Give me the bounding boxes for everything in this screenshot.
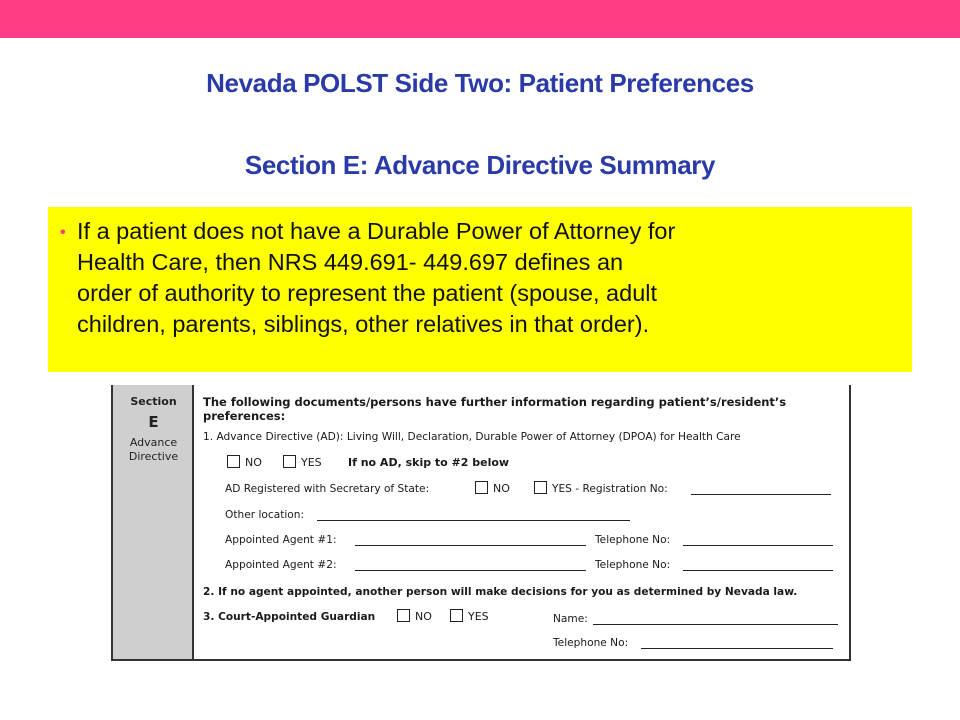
guardian-name-field[interactable] — [593, 624, 838, 625]
other-location-field[interactable] — [317, 520, 630, 521]
registered-yes-checkbox[interactable] — [534, 481, 547, 494]
guardian-name-label: Name: — [553, 613, 588, 625]
agent-1-field[interactable] — [355, 545, 586, 546]
bullet-line: children, parents, siblings, other relatives in that order). — [77, 311, 650, 337]
registered-no-label: NO — [493, 482, 510, 495]
item-2-label: 2. If no agent appointed, another person will make decisions for you as determined by Nevada law. — [203, 586, 798, 598]
ad-no-label: NO — [245, 456, 262, 469]
agent-2-telephone-label: Telephone No: — [595, 559, 671, 571]
guardian-no-checkbox[interactable] — [397, 609, 410, 622]
section-name — [113, 436, 194, 464]
agent-1-telephone-label: Telephone No: — [595, 534, 671, 546]
registration-number-field[interactable] — [691, 494, 831, 495]
guardian-no-label: NO — [415, 610, 432, 623]
registration-label: YES - Registration No: — [552, 483, 668, 495]
item-3-label: 3. Court-Appointed Guardian — [203, 611, 376, 623]
section-caption: Section — [130, 395, 177, 408]
ad-yes-label: YES — [301, 456, 322, 469]
agent-1-label: Appointed Agent #1: — [225, 534, 337, 546]
form-section-label — [113, 385, 194, 659]
ad-no-checkbox[interactable] — [227, 455, 240, 468]
bullet-text — [77, 216, 909, 340]
registered-no-checkbox[interactable] — [475, 481, 488, 494]
form-intro: The following documents/persons have further information regarding patient’s/resident’s — [203, 395, 787, 409]
guardian-telephone-label: Telephone No: — [553, 637, 629, 649]
agent-2-telephone-field[interactable] — [683, 570, 833, 571]
agent-1-telephone-field[interactable] — [683, 545, 833, 546]
bullet-line: Health Care, then NRS 449.691- 449.697 defines an — [77, 249, 624, 275]
page-title: Nevada POLST Side Two: Patient Preferences — [206, 68, 754, 98]
skip-instruction: If no AD, skip to #2 below — [348, 456, 510, 469]
other-location-label: Other location: — [225, 509, 305, 521]
section-name-line: Advance — [129, 436, 178, 449]
guardian-yes-checkbox[interactable] — [450, 609, 463, 622]
top-accent-bar — [0, 0, 960, 38]
bullet-line: order of authority to represent the patient (spouse, adult — [77, 280, 658, 306]
ad-yes-checkbox[interactable] — [283, 455, 296, 468]
guardian-telephone-field[interactable] — [641, 648, 833, 649]
page-subtitle: Section E: Advance Directive Summary — [244, 150, 716, 180]
polst-section-e-form — [111, 385, 851, 661]
item-1-label: 1. Advance Directive (AD): Living Will, Declaration, Durable Power of Attorney (DPOA) for Health Care — [203, 431, 741, 443]
bullet-icon: • — [60, 224, 66, 241]
form-intro-cont: preferences: — [203, 409, 286, 423]
ad-registered-label: AD Registered with Secretary of State: — [225, 483, 430, 495]
section-letter: E — [148, 413, 159, 431]
agent-2-field[interactable] — [355, 570, 586, 571]
bullet-line: If a patient does not have a Durable Power of Attorney for — [77, 218, 676, 244]
guardian-yes-label: YES — [468, 610, 489, 623]
section-name-line: Directive — [128, 450, 179, 463]
agent-2-label: Appointed Agent #2: — [225, 559, 337, 571]
